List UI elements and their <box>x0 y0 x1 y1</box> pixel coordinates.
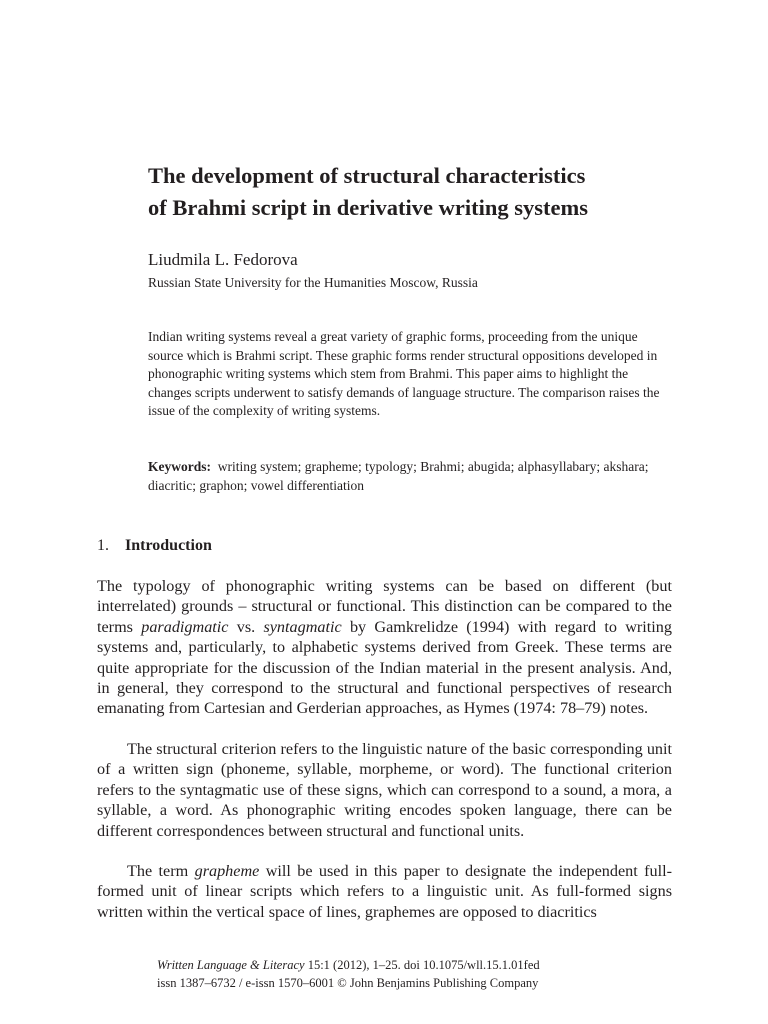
p1-emphasis-syntagmatic: syntagmatic <box>263 617 342 636</box>
title-line-1: The development of structural characteristics <box>148 163 586 188</box>
section-heading <box>97 535 212 557</box>
page-footer <box>157 957 540 992</box>
body-paragraph-2: The structural criterion refers to the linguistic nature of the basic corresponding unit of a written sign (phoneme, syllable, morpheme, or word). The functional criterion refers to the syntagmatic use of these signs, which can correspond to a sound, a mora, a syllable, a word. As phonographic writing encodes spoken language, there can be different correspondences between structural and functional units. <box>97 740 672 840</box>
author-affiliation: Russian State University for the Humanities Moscow, Russia <box>148 275 478 290</box>
keywords-list: writing system; grapheme; typology; Brahmi; abugida; alphasyllabary; akshara; diacritic; graphon; vowel differentiation <box>148 459 649 493</box>
p1-text-c: by Gamkrelidze (1994) with regard to writing systems and, particularly, to alphabetic systems derived from Greek. These terms are quite appropriate for the discussion of the Indian material in the present analysis. And, in general, they correspond to the structural and functional perspectives of research emanating from Cartesian and Gerderian approaches, as Hymes (1974: 78–79) notes. <box>97 617 672 718</box>
p3-text-b: will be used in this paper to designate the independent full-formed unit of linear scripts which refers to a linguistic unit. As full-formed signs written within the vertical space of lines, graphemes are opposed to diacritics <box>97 862 672 921</box>
body-paragraph-1 <box>97 576 672 719</box>
issn-line: issn 1387–6732 / e-issn 1570–6001 © John Benjamins Publishing Company <box>157 975 539 990</box>
body-paragraph-3 <box>97 861 672 922</box>
author-name: Liudmila L. Fedorova <box>148 250 298 269</box>
abstract: Indian writing systems reveal a great variety of graphic forms, proceeding from the unique source which is Brahmi script. These graphic forms render structural oppositions developed in phonographic writing systems which stem from Brahmi. This paper aims to highlight the changes scripts underwent to satisfy demands of language structure. The comparison raises the issue of the complexity of writing systems. <box>148 329 660 419</box>
p3-text-a: The term <box>127 862 195 880</box>
citation: 15:1 (2012), 1–25. doi 10.1075/wll.15.1.01fed <box>304 958 540 972</box>
journal-name: Written Language & Literacy <box>157 958 305 972</box>
keywords-label: Keywords: <box>148 459 211 474</box>
article-title <box>148 160 688 224</box>
p1-emphasis-paradigmatic: paradigmatic <box>141 617 229 636</box>
title-line-2: of Brahmi script in derivative writing systems <box>148 195 588 220</box>
section-number: 1. <box>97 537 109 554</box>
p3-emphasis-grapheme: grapheme <box>194 862 260 880</box>
p1-text-b: vs. <box>228 617 264 636</box>
section-title: Introduction <box>125 537 212 554</box>
p1-text-a: The typology of phonographic writing systems can be based on different (but interrelated) grounds – structural or functional. This distinction can be compared to the terms <box>97 577 672 636</box>
keywords <box>148 458 678 495</box>
